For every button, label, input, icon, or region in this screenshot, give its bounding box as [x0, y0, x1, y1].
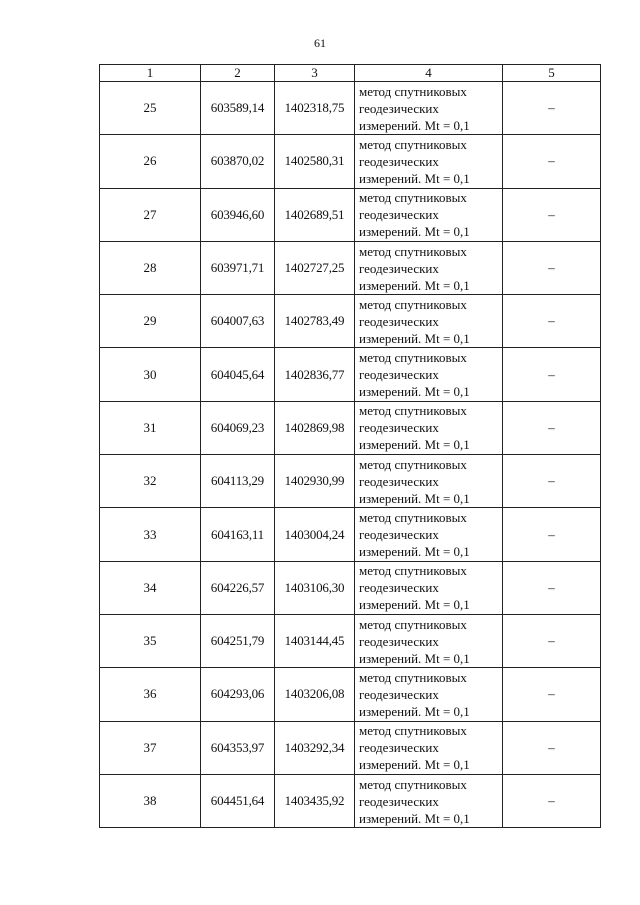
method-line: геодезических	[359, 260, 439, 276]
method-line: геодезических	[359, 527, 439, 543]
y-coordinate-cell: 1403292,34	[275, 721, 355, 774]
method-line: геодезических	[359, 473, 439, 489]
point-number-cell: 30	[100, 348, 201, 401]
table-row	[100, 774, 601, 827]
method-line: геодезических	[359, 686, 439, 702]
x-coordinate-cell: 604293,06	[201, 668, 275, 721]
y-coordinate-cell: 1402318,75	[275, 82, 355, 135]
note-cell: –	[503, 614, 601, 667]
method-line: метод спутниковых	[359, 403, 467, 419]
method-line: измерений. Mt = 0,1	[359, 384, 470, 400]
method-line: метод спутниковых	[359, 723, 467, 739]
point-number-cell: 34	[100, 561, 201, 614]
note-cell: –	[503, 295, 601, 348]
x-coordinate-cell: 604226,57	[201, 561, 275, 614]
method-cell	[355, 614, 503, 667]
column-header-3: 3	[275, 65, 355, 82]
table-row	[100, 561, 601, 614]
note-cell: –	[503, 455, 601, 508]
point-number-cell: 27	[100, 188, 201, 241]
x-coordinate-cell: 604451,64	[201, 774, 275, 827]
method-line: измерений. Mt = 0,1	[359, 757, 470, 773]
y-coordinate-cell: 1402689,51	[275, 188, 355, 241]
method-cell	[355, 561, 503, 614]
method-cell	[355, 348, 503, 401]
method-cell	[355, 82, 503, 135]
method-line: измерений. Mt = 0,1	[359, 703, 470, 719]
x-coordinate-cell: 604007,63	[201, 295, 275, 348]
table-row	[100, 188, 601, 241]
note-cell: –	[503, 82, 601, 135]
y-coordinate-cell: 1402869,98	[275, 401, 355, 454]
y-coordinate-cell: 1402580,31	[275, 135, 355, 188]
column-header-2: 2	[201, 65, 275, 82]
table-row	[100, 295, 601, 348]
method-line: геодезических	[359, 207, 439, 223]
note-cell: –	[503, 401, 601, 454]
method-line: геодезических	[359, 420, 439, 436]
y-coordinate-cell: 1402836,77	[275, 348, 355, 401]
method-line: геодезических	[359, 153, 439, 169]
coordinates-table	[99, 64, 601, 828]
point-number-cell: 33	[100, 508, 201, 561]
method-line: измерений. Mt = 0,1	[359, 277, 470, 293]
method-line: метод спутниковых	[359, 350, 467, 366]
table-row	[100, 82, 601, 135]
table-row	[100, 241, 601, 294]
table-row	[100, 668, 601, 721]
y-coordinate-cell: 1402727,25	[275, 241, 355, 294]
y-coordinate-cell: 1403206,08	[275, 668, 355, 721]
table-row	[100, 401, 601, 454]
method-line: метод спутниковых	[359, 136, 467, 152]
method-line: метод спутниковых	[359, 296, 467, 312]
y-coordinate-cell: 1402783,49	[275, 295, 355, 348]
method-line: измерений. Mt = 0,1	[359, 650, 470, 666]
point-number-cell: 35	[100, 614, 201, 667]
x-coordinate-cell: 604251,79	[201, 614, 275, 667]
note-cell: –	[503, 721, 601, 774]
table-row	[100, 614, 601, 667]
method-line: измерений. Mt = 0,1	[359, 170, 470, 186]
method-cell	[355, 135, 503, 188]
table-row	[100, 135, 601, 188]
column-header-5: 5	[503, 65, 601, 82]
note-cell: –	[503, 508, 601, 561]
method-line: метод спутниковых	[359, 669, 467, 685]
method-line: геодезических	[359, 100, 439, 116]
column-header-1: 1	[100, 65, 201, 82]
point-number-cell: 36	[100, 668, 201, 721]
x-coordinate-cell: 604353,97	[201, 721, 275, 774]
method-line: измерений. Mt = 0,1	[359, 544, 470, 560]
x-coordinate-cell: 604163,11	[201, 508, 275, 561]
method-line: метод спутниковых	[359, 456, 467, 472]
method-cell	[355, 401, 503, 454]
table-row	[100, 721, 601, 774]
table-header	[100, 65, 601, 82]
table-row	[100, 348, 601, 401]
method-line: геодезических	[359, 633, 439, 649]
method-line: измерений. Mt = 0,1	[359, 117, 470, 133]
method-cell	[355, 508, 503, 561]
x-coordinate-cell: 604045,64	[201, 348, 275, 401]
y-coordinate-cell: 1402930,99	[275, 455, 355, 508]
table-body	[100, 82, 601, 828]
point-number-cell: 26	[100, 135, 201, 188]
y-coordinate-cell: 1403106,30	[275, 561, 355, 614]
point-number-cell: 28	[100, 241, 201, 294]
point-number-cell: 29	[100, 295, 201, 348]
x-coordinate-cell: 604113,29	[201, 455, 275, 508]
method-line: геодезических	[359, 740, 439, 756]
column-header-4: 4	[355, 65, 503, 82]
y-coordinate-cell: 1403144,45	[275, 614, 355, 667]
page-number: 61	[314, 36, 326, 50]
method-line: метод спутниковых	[359, 190, 467, 206]
point-number-cell: 25	[100, 82, 201, 135]
y-coordinate-cell: 1403435,92	[275, 774, 355, 827]
x-coordinate-cell: 603971,71	[201, 241, 275, 294]
method-line: измерений. Mt = 0,1	[359, 490, 470, 506]
x-coordinate-cell: 603589,14	[201, 82, 275, 135]
note-cell: –	[503, 561, 601, 614]
method-line: измерений. Mt = 0,1	[359, 224, 470, 240]
point-number-cell: 38	[100, 774, 201, 827]
method-line: измерений. Mt = 0,1	[359, 437, 470, 453]
method-cell	[355, 774, 503, 827]
method-line: измерений. Mt = 0,1	[359, 810, 470, 826]
header-row	[100, 65, 601, 82]
table-row	[100, 455, 601, 508]
method-cell	[355, 188, 503, 241]
method-line: метод спутниковых	[359, 776, 467, 792]
method-line: метод спутниковых	[359, 243, 467, 259]
method-line: геодезических	[359, 367, 439, 383]
method-line: метод спутниковых	[359, 510, 467, 526]
x-coordinate-cell: 604069,23	[201, 401, 275, 454]
point-number-cell: 32	[100, 455, 201, 508]
note-cell: –	[503, 668, 601, 721]
point-number-cell: 31	[100, 401, 201, 454]
method-line: метод спутниковых	[359, 83, 467, 99]
method-line: метод спутниковых	[359, 563, 467, 579]
method-line: геодезических	[359, 313, 439, 329]
y-coordinate-cell: 1403004,24	[275, 508, 355, 561]
x-coordinate-cell: 603870,02	[201, 135, 275, 188]
note-cell: –	[503, 135, 601, 188]
method-cell	[355, 668, 503, 721]
method-cell	[355, 721, 503, 774]
note-cell: –	[503, 348, 601, 401]
method-cell	[355, 455, 503, 508]
note-cell: –	[503, 188, 601, 241]
x-coordinate-cell: 603946,60	[201, 188, 275, 241]
table-row	[100, 508, 601, 561]
method-line: измерений. Mt = 0,1	[359, 597, 470, 613]
point-number-cell: 37	[100, 721, 201, 774]
method-line: измерений. Mt = 0,1	[359, 330, 470, 346]
note-cell: –	[503, 774, 601, 827]
method-cell	[355, 241, 503, 294]
method-line: метод спутниковых	[359, 616, 467, 632]
method-line: геодезических	[359, 793, 439, 809]
method-line: геодезических	[359, 580, 439, 596]
method-cell	[355, 295, 503, 348]
note-cell: –	[503, 241, 601, 294]
